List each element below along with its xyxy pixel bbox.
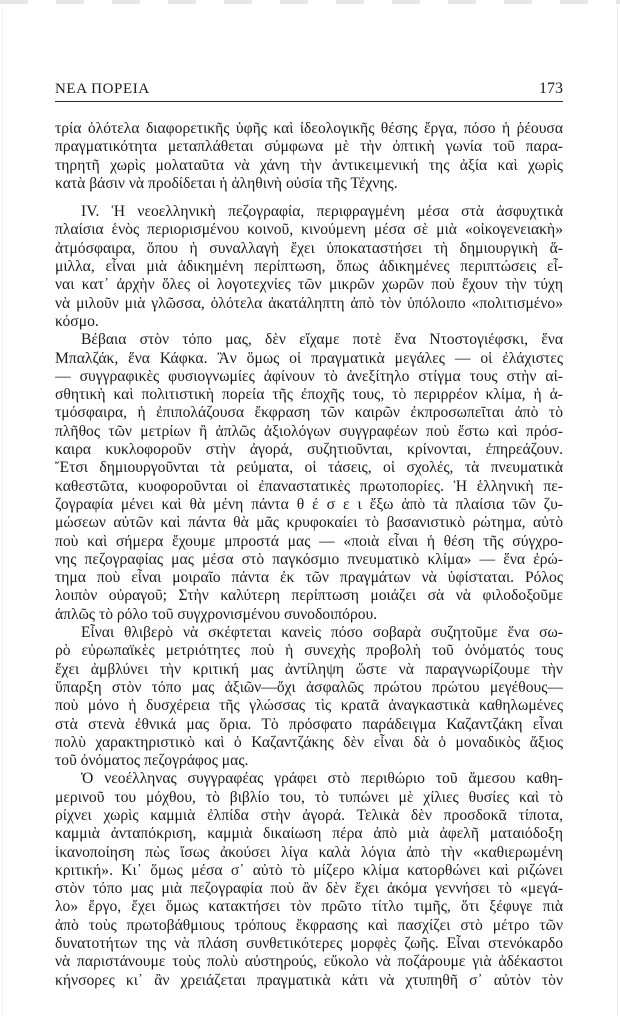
text-line: ρίχνει χωρὶς καμμιὰ ἐλπίδα στὴν ἀγορά. Τελικὰ δὲν προσδοκᾶ τίποτα, <box>55 806 563 824</box>
text-line: πλῆθος τῶν μετρίων ἢ ἁπλῶς ἀξιολόγων συγγραφέων ποὺ ἔστω καὶ πρόσ- <box>55 422 563 440</box>
text-line: στὰ στενὰ ἐθνικά μας ὅρια. Τὸ πρόσφατο παράδειγμα Καζαντζάκη εἶναι <box>55 715 563 733</box>
text-line: λοιπὸν οὐραγοῦ; Στὴν καλύτερη περίπτωση μοιάζει σὰ νὰ φιλοδοξοῦμε <box>55 587 563 605</box>
text-line: ἀπὸ τοὺς πρωτοβάθμιους τρόπους ἔκφρασης καὶ πασχίζει στὸ μέτρο τῶν <box>55 916 563 934</box>
text-line: τημα ποὺ εἶναι μοιραῖο πάντα ἐκ τῶν πραγμάτων νὰ ὑφίσταται. Ρόλος <box>55 569 563 587</box>
article-body <box>55 120 563 990</box>
running-head <box>55 77 563 102</box>
paragraph-section-iv <box>55 203 563 331</box>
text-line: IV. Ἡ νεοελληνικὴ πεζογραφία, περιφραγμένη μέσα στὰ ἀσφυχτικὰ <box>81 203 563 221</box>
scan-page-edge-left <box>2 6 3 1016</box>
text-line: κατὰ βάσιν νὰ προδίδεται ἡ ἀληθινὴ οὐσία τῆς Τέχνης. <box>55 174 398 192</box>
text-line: ρὸ εὐρωπαϊκὲς μετριότητες ποὺ ἡ συνεχὴς προβολὴ τοῦ ὀνόματός τους <box>55 642 563 660</box>
text-line: Ἔτσι δημιουργοῦνται τὰ ρεύματα, οἱ τάσεις, οἱ σχολές, τὰ πνευματικὰ <box>55 459 563 477</box>
text-line: νὰ μιλοῦν μιὰ γλῶσσα, ὁλότελα ἀκατάληπτη ἀπὸ τὸν ὑπόλοιπο «πολιτισμένο» <box>55 294 563 312</box>
text-line: μιλλα, εἶναι μιὰ ἀδικημένη περίπτωση, ὅπως ἀδικημένες περιπτώσεις εἶ- <box>55 258 563 276</box>
text-line: καιρα κυκλοφοροῦν στὴν ἀγορά, συζητιοῦνται, κρίνονται, ἐπηρεάζουν. <box>55 441 563 459</box>
text-line: καθεστῶτα, κυοφοροῦνται οἱ ἐπαναστατικὲς πρωτοπορίες. Ἡ ἑλληνικὴ πε- <box>55 477 563 495</box>
text-line: ἀτμόσφαιρα, ὅπου ἡ συναλλαγὴ ἔχει ὑποκαταστήσει τὴ δημιουργικὴ ἅ- <box>55 239 563 257</box>
scan-page-edge-top <box>0 0 620 4</box>
paragraph <box>55 331 563 624</box>
text-line: ζογραφία μένει καὶ θὰ μένη πάντα θ έ σ ε ι ἔξω ἀπὸ τὰ πλαίσια τῶν ζυ- <box>55 495 563 513</box>
text-line: νὰ παριστάνουμε τοὺς πολὺ αὐστηρούς, εὔκολο νὰ ποζάρουμε γιὰ ἀδέκαστοι <box>55 953 563 971</box>
text-line: πραγματικότητα μεταπλάθεται σύμφωνα μὲ τὴν ὀπτικὴ γωνία τοῦ παρα- <box>55 138 563 156</box>
text-line: Μπαλζάκ, ἕνα Κάφκα. Ἂν ὅμως οἱ πραγματικὰ μεγάλες — οἱ ἐλάχιστες <box>55 349 563 367</box>
scan-page-edge-right <box>617 6 618 1016</box>
text-line: καμμιὰ ἀνταπόκριση, καμμιὰ δικαίωση πέρα ἀπὸ μιὰ ἀφελῆ ματαιόδοξη <box>55 825 563 843</box>
text-line: ἔχει ἀμβλύνει τὴν κριτική μας ἀντίληψη ὥστε νὰ παραγνωρίζουμε τὴν <box>55 660 563 678</box>
paragraph <box>55 770 563 990</box>
text-line: κήνσορες κι᾿ ἂν χρειάζεται πραγματικὰ κάτι νὰ χτυπηθῆ σ᾿ αὐτὸν τὸν <box>55 971 563 989</box>
journal-title: ΝΕΑ ΠΟΡΕΙΑ <box>55 81 150 97</box>
text-line: Ὁ νεοέλληνας συγγραφέας γράφει στὸ περιθώριο τοῦ ἄμεσου καθη- <box>81 770 563 788</box>
text-line: — συγγραφικὲς φυσιογνωμίες ἀφίνουν τὸ ἀνεξίτηλο στίγμα τους στὴν αἰ- <box>55 367 563 385</box>
text-line: τρία ὁλότελα διαφορετικῆς ὑφῆς καὶ ἰδεολογικῆς θέσης ἔργα, πόσο ἡ ῥέουσα <box>55 120 563 137</box>
text-line: κόσμο. <box>55 312 99 330</box>
text-line: ἱκανοποίηση πὼς ἴσως ἀκούσει λίγα καλὰ λόγια ἀπὸ τὴν «καθιερωμένη <box>55 843 563 861</box>
text-line: ναι κατ᾿ ἀρχὴν ὅλες οἱ λογοτεχνίες τῶν μικρῶν χωρῶν ποὺ ἔχουν τὴν τύχη <box>55 276 563 294</box>
text-line: σθητικὴ καὶ πολιτιστικὴ πορεία τῆς ἐποχῆς τους, τὸ περιρρέον κλίμα, ἡ ἀ- <box>55 386 563 404</box>
text-line: ποὺ μόνο ἡ δυσχέρεια τῆς γλώσσας τὶς κρατᾶ ἀναγκαστικὰ καθηλωμένες <box>55 697 563 715</box>
text-line: τοῦ ὀνόματος πεζογράφος μας. <box>55 752 249 770</box>
text-line: δυνατοτήτων της νὰ πλάση συνθετικότερες μορφὲς ζωῆς. Εἶναι στενόκαρδο <box>55 935 563 953</box>
text-line: ἁπλῶς τὸ ρόλο τοῦ συγχρονισμένου συνοδοιπόρου. <box>55 605 378 623</box>
section-gap <box>55 193 563 203</box>
text-line: μώσεων αὐτῶν καὶ πάντα θὰ μᾶς κρυφοκαίει τὸ βασανιστικὸ ρώτημα, αὐτὸ <box>55 514 563 532</box>
text-line: τμόσφαιρα, ἡ ἐπιπολάζουσα ἔκφραση τῶν καιρῶν ἐκπροσωπεῖται ἀπὸ τὸ <box>55 404 563 422</box>
text-line: ὕπαρξη στὸν τόπο μας ἀξιῶν—ὄχι ἀσφαλῶς πρώτου πρώτου μεγέθους— <box>55 678 563 696</box>
text-line: στὸν τόπο μας μιὰ πεζογραφία ποὺ ἂν δὲν ἔχει ἀκόμα γεννήσει τὸ «μεγά- <box>55 880 563 898</box>
paragraph <box>55 120 563 193</box>
text-line: ποὺ καὶ σήμερα ἔχουμε μπροστά μας — «ποιὰ εἶναι ἡ θέση τῆς σύγχρο- <box>55 532 563 550</box>
text-line: Εἶναι θλιβερὸ νὰ σκέφτεται κανεὶς πόσο σοβαρὰ συζητοῦμε ἕνα σω- <box>81 624 563 642</box>
text-line: λο» ἔργο, ἔχει ὅμως κατακτήσει τὸν πρῶτο τίτλο τιμῆς, ὅτι ξέφυγε πιὰ <box>55 898 563 916</box>
text-line: Βέβαια στὸν τόπο μας, δὲν εἴχαμε ποτὲ ἕνα Ντοστογιέφσκι, ἕνα <box>81 331 563 349</box>
text-line: μερινοῦ του μόχθου, τὸ βιβλίο του, τὸ τυπώνει μὲ χίλιες θυσίες καὶ τὸ <box>55 788 563 806</box>
paragraph <box>55 624 563 770</box>
text-line: νης πεζογραφίας μας μέσα στὸ παγκόσμιο πνευματικὸ κλίμα» — ἕνα ἐρώ- <box>55 550 563 568</box>
text-line: πολὺ χαρακτηριστικὸ καὶ ὁ Καζαντζάκης δὲν εἶναι δὰ ὁ μοναδικὸς ἄξιος <box>55 733 563 751</box>
text-line: πλαίσια ἑνὸς περιορισμένου κοινοῦ, κινούμενη μέσα σὲ μιὰ «οἰκογενειακὴ» <box>55 221 563 239</box>
text-line: τηρητῆ χωρὶς μολαταῦτα νὰ χάνη τὴν ἀντικειμενική της ἀξία καὶ χωρὶς <box>55 156 563 174</box>
page-number: 173 <box>539 80 563 97</box>
text-line: κριτική». Κι᾿ ὅμως μέσα σ᾿ αὐτὸ τὸ μίζερο κλίμα κατορθώνει καὶ ριζώνει <box>55 861 563 879</box>
